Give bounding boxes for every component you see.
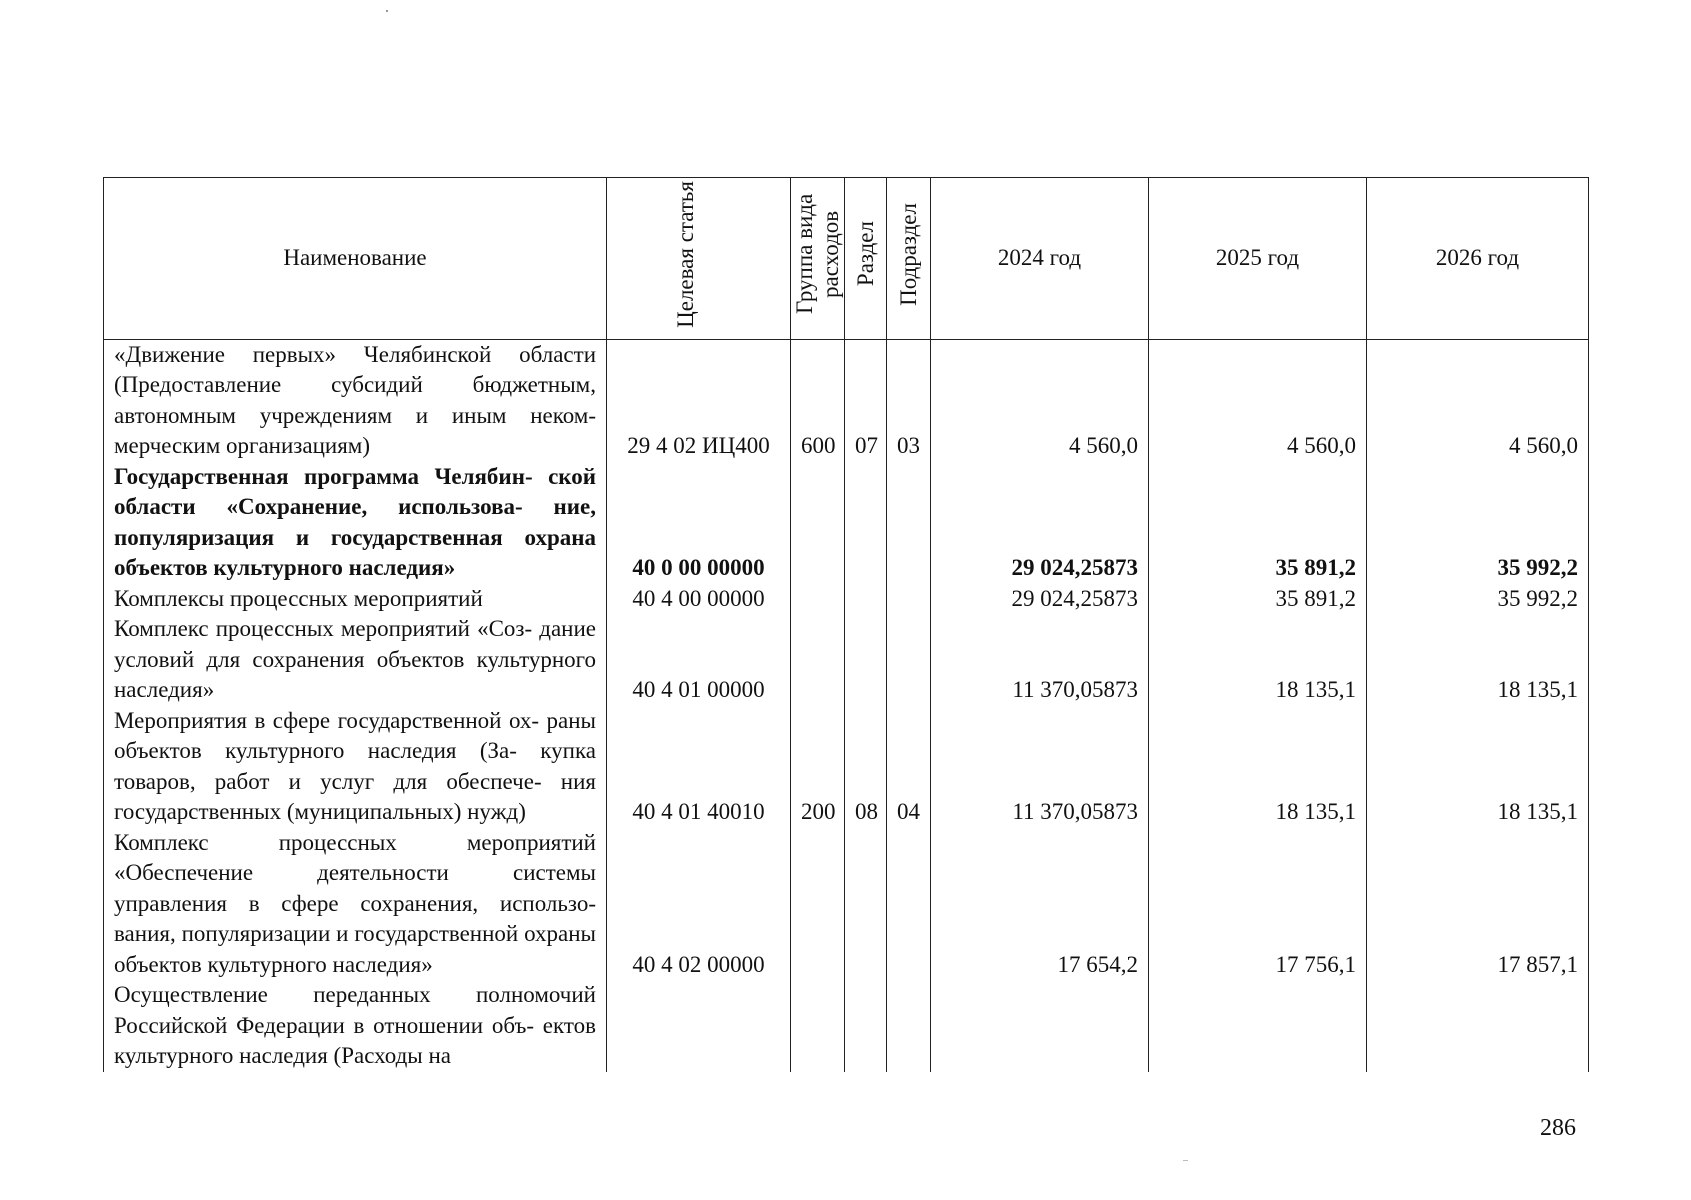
row-section	[845, 462, 887, 584]
row-section	[845, 828, 887, 981]
row-section	[845, 614, 887, 706]
row-group	[791, 584, 845, 615]
row-group	[791, 462, 845, 584]
row-2026: 35 992,2	[1367, 462, 1589, 584]
row-subsection: 03	[887, 339, 931, 462]
row-section	[845, 584, 887, 615]
header-name: Наименование	[104, 178, 607, 340]
table-row	[104, 584, 1589, 615]
row-name: Государственная программа Челябин- ской области «Сохранение, использова- ние, популяризация и государственная охрана объектов культурного наследия»	[104, 462, 607, 584]
scan-speck	[386, 10, 388, 12]
row-code	[607, 980, 791, 1072]
row-group: 600	[791, 339, 845, 462]
row-2025: 35 891,2	[1149, 462, 1367, 584]
row-2024: 29 024,25873	[931, 462, 1149, 584]
header-target: Целевая статья	[607, 178, 791, 340]
row-code: 40 4 01 00000	[607, 614, 791, 706]
row-2025: 4 560,0	[1149, 339, 1367, 462]
row-code: 40 4 01 40010	[607, 706, 791, 828]
row-2026	[1367, 980, 1589, 1072]
row-name: Комплекс процессных мероприятий «Обеспечение деятельности системы управления в сфере сохранения, использо- вания, популяризации и государственной охраны объектов культурного наследия»	[104, 828, 607, 981]
row-subsection	[887, 584, 931, 615]
table-row	[104, 706, 1589, 828]
row-group	[791, 828, 845, 981]
row-section	[845, 980, 887, 1072]
row-group: 200	[791, 706, 845, 828]
row-2026: 4 560,0	[1367, 339, 1589, 462]
row-subsection	[887, 614, 931, 706]
row-code: 40 4 02 00000	[607, 828, 791, 981]
row-2025: 18 135,1	[1149, 706, 1367, 828]
row-2024: 4 560,0	[931, 339, 1149, 462]
row-2026: 18 135,1	[1367, 706, 1589, 828]
header-2025: 2025 год	[1149, 178, 1367, 340]
table-row	[104, 980, 1589, 1072]
row-name: Мероприятия в сфере государственной ох- раны объектов культурного наследия (За- купка товаров, работ и услуг для обеспече- ния государственных (муниципальных) нужд)	[104, 706, 607, 828]
table-row	[104, 614, 1589, 706]
row-section: 07	[845, 339, 887, 462]
row-subsection	[887, 980, 931, 1072]
row-code: 40 0 00 00000	[607, 462, 791, 584]
header-section: Раздел	[845, 178, 887, 340]
header-subsection: Подраздел	[887, 178, 931, 340]
row-2026: 17 857,1	[1367, 828, 1589, 981]
row-2025: 18 135,1	[1149, 614, 1367, 706]
page-number: 286	[1540, 1115, 1576, 1141]
row-subsection: 04	[887, 706, 931, 828]
row-group	[791, 980, 845, 1072]
row-2024: 11 370,05873	[931, 706, 1149, 828]
row-name: Комплекс процессных мероприятий «Соз- дание условий для сохранения объектов культурного наследия»	[104, 614, 607, 706]
header-2026: 2026 год	[1367, 178, 1589, 340]
row-2026: 18 135,1	[1367, 614, 1589, 706]
table-row	[104, 462, 1589, 584]
row-2026: 35 992,2	[1367, 584, 1589, 615]
row-2024: 11 370,05873	[931, 614, 1149, 706]
row-name: Осуществление переданных полномочий Российской Федерации в отношении объ- ектов культурного наследия (Расходы на	[104, 980, 607, 1072]
row-2025	[1149, 980, 1367, 1072]
row-section: 08	[845, 706, 887, 828]
row-2024: 17 654,2	[931, 828, 1149, 981]
budget-table	[103, 177, 1589, 1072]
header-row	[104, 178, 1589, 340]
row-subsection	[887, 462, 931, 584]
header-group: Группа вида расходов	[791, 178, 845, 340]
scan-speck	[1183, 1160, 1188, 1161]
header-2024: 2024 год	[931, 178, 1149, 340]
row-name: «Движение первых» Челябинской области (Предоставление субсидий бюджетным, автономным учреждениям и иным неком- мерческим организациям)	[104, 339, 607, 462]
row-2024	[931, 980, 1149, 1072]
row-2025: 35 891,2	[1149, 584, 1367, 615]
row-name: Комплексы процессных мероприятий	[104, 584, 607, 615]
row-code: 40 4 00 00000	[607, 584, 791, 615]
table-row	[104, 339, 1589, 462]
row-group	[791, 614, 845, 706]
row-code: 29 4 02 ИЦ400	[607, 339, 791, 462]
row-subsection	[887, 828, 931, 981]
row-2025: 17 756,1	[1149, 828, 1367, 981]
row-2024: 29 024,25873	[931, 584, 1149, 615]
table-row	[104, 828, 1589, 981]
